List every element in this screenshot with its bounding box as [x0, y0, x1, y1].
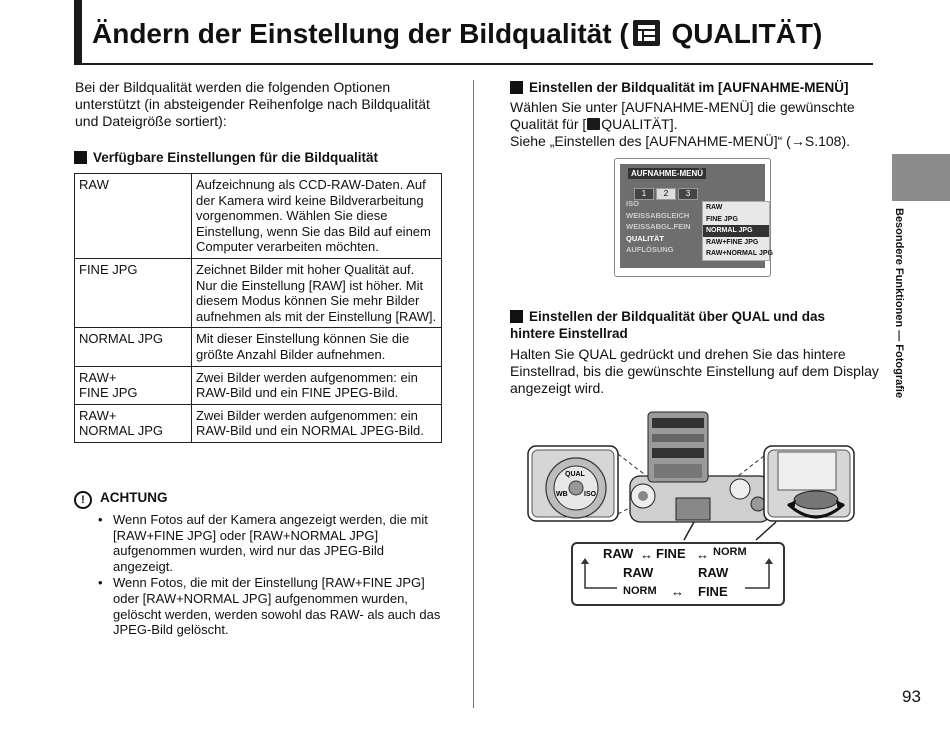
quality-icon: [633, 20, 660, 46]
page-number: 93: [902, 687, 921, 706]
cycle-connector-lines: [573, 544, 783, 604]
table-heading: Verfügbare Einstellungen für die Bildqualität: [74, 149, 378, 166]
page-reference: →S.108).: [790, 133, 850, 149]
setting-description-cell: Zwei Bilder werden aufgenommen: ein RAW-Bild und ein FINE JPEG-Bild.: [192, 366, 442, 404]
caution-list: [96, 512, 446, 639]
setting-description-cell: Zwei Bilder werden aufgenommen: ein RAW-Bild und ein NORMAL JPEG-Bild.: [192, 404, 442, 442]
setting-name-cell: RAW+ FINE JPG: [75, 366, 192, 404]
qual-button-label: QUAL: [565, 471, 585, 478]
menu-row: QUALITÄT: [626, 233, 664, 243]
menu-rows: [626, 198, 706, 256]
menu-tab: 1: [634, 188, 654, 200]
cycle-bottom-norm: NORM: [623, 585, 657, 597]
menu-option: FINE JPG: [706, 215, 738, 223]
menu-instructions: Wählen Sie unter [AUFNAHME-MENÜ] die gewünschte Qualität für [ QUALITÄT]. Siehe „Einstellen des [AUFNAHME-MENÜ]“ (→S.108).: [510, 99, 855, 149]
title-accent-bar: [74, 0, 82, 63]
table-row: [75, 404, 442, 442]
section-square-icon: [510, 310, 523, 323]
quality-options-table: [74, 173, 442, 443]
menu-row: ISO: [626, 199, 639, 208]
table-row: [75, 366, 442, 404]
cycle-top-norm: NORM: [713, 546, 747, 558]
cycle-middle-raw-2: RAW: [698, 565, 729, 580]
menu-row: WEISSABGL.FEIN: [626, 222, 691, 231]
page-title: Ändern der Einstellung der Bildqualität ( QUALITÄT): [92, 18, 823, 49]
table-row: [75, 328, 442, 366]
section-square-icon: [510, 81, 523, 94]
menu-options-popup: [702, 201, 773, 261]
camera-illustration: [526, 404, 856, 544]
title-underline: [74, 63, 873, 65]
menu-title: AUFNAHME-MENÜ: [628, 168, 706, 179]
menu-row: WEISSABGLEICH: [626, 210, 690, 220]
cycle-arrow-icon: ↔: [671, 584, 684, 599]
dial-section-heading: Einstellen der Bildqualität über QUAL und das hintere Einstellrad: [510, 309, 826, 341]
dial-instructions: Halten Sie QUAL gedrückt und drehen Sie das hintere Einstellrad, bis die gewünschte Einstellung auf dem Display angezeigt wird.: [510, 346, 879, 396]
table-row: [75, 174, 442, 259]
setting-name-cell: FINE JPG: [75, 258, 192, 327]
setting-name-cell: RAW: [75, 174, 192, 259]
menu-option: NORMAL JPG: [703, 225, 769, 237]
cycle-middle-raw-1: RAW: [623, 565, 654, 580]
cycle-top-raw: RAW: [603, 546, 634, 561]
menu-tab: 3: [678, 188, 698, 200]
cycle-bottom-fine: FINE: [698, 584, 728, 599]
menu-section-heading: Einstellen der Bildqualität im [AUFNAHME-MENÜ]: [510, 79, 849, 96]
menu-row: AUFLÖSUNG: [626, 245, 674, 254]
cycle-arrow-icon: ↔: [696, 547, 709, 562]
table-row: [75, 258, 442, 327]
setting-description-cell: Mit dieser Einstellung können Sie die größte Anzahl Bilder aufnehmen.: [192, 328, 442, 366]
setting-name-cell: RAW+ NORMAL JPG: [75, 404, 192, 442]
quality-icon: [587, 118, 600, 130]
chapter-tab: [892, 154, 950, 201]
caution-item: • Wenn Fotos auf der Kamera angezeigt werden, die mit [RAW+FINE JPG] oder [RAW+NORMAL JPG] aufgenommen wurden, wird nur das JPEG-Bild angezeigt.: [96, 512, 446, 574]
iso-button-label: ISO: [584, 491, 597, 498]
caution-item: • Wenn Fotos, die mit der Einstellung [RAW+FINE JPG] oder [RAW+NORMAL JPG] aufgenommen wurden, gelöscht werden, werden sowohl das RAW- als auch das JPEG-Bild gelöscht.: [96, 575, 446, 637]
menu-tab: 2: [656, 188, 676, 200]
menu-screen-illustration: [614, 158, 771, 277]
section-square-icon: [74, 151, 87, 164]
chapter-label: Besondere Funktionen — Fotografie: [893, 208, 905, 399]
cycle-arrow-icon: ↔: [640, 547, 653, 562]
menu-option: RAW+FINE JPG: [706, 238, 759, 246]
setting-description-cell: Zeichnet Bilder mit hoher Qualität auf. Nur die Einstellung [RAW] ist höher. Mit diesem Modus können Sie mehr Bilder aufnehmen als mit der Einstellung [RAW].: [192, 258, 442, 327]
caution-heading: ! ACHTUNG: [74, 490, 168, 509]
cycle-top-fine: FINE: [656, 546, 686, 561]
setting-name-cell: NORMAL JPG: [75, 328, 192, 366]
wb-button-label: WB: [556, 491, 568, 498]
setting-description-cell: Aufzeichnung als CCD-RAW-Daten. Auf der Kamera wird keine Bildverarbeitung vorgenommen. Wählen Sie diese Einstellung, wenn Sie das Bild auf einem Computer verarbeiten möchten.: [192, 174, 442, 259]
intro-paragraph: Bei der Bildqualität werden die folgenden Optionen unterstützt (in absteigender Reihenfolge nach Bildqualität und Dateigröße sortiert):: [75, 79, 430, 129]
caution-icon: !: [74, 491, 92, 509]
menu-option: RAW+NORMAL JPG: [706, 250, 773, 257]
menu-option: RAW: [706, 204, 723, 211]
quality-cycle-diagram: [571, 542, 785, 606]
column-divider: [473, 80, 474, 708]
